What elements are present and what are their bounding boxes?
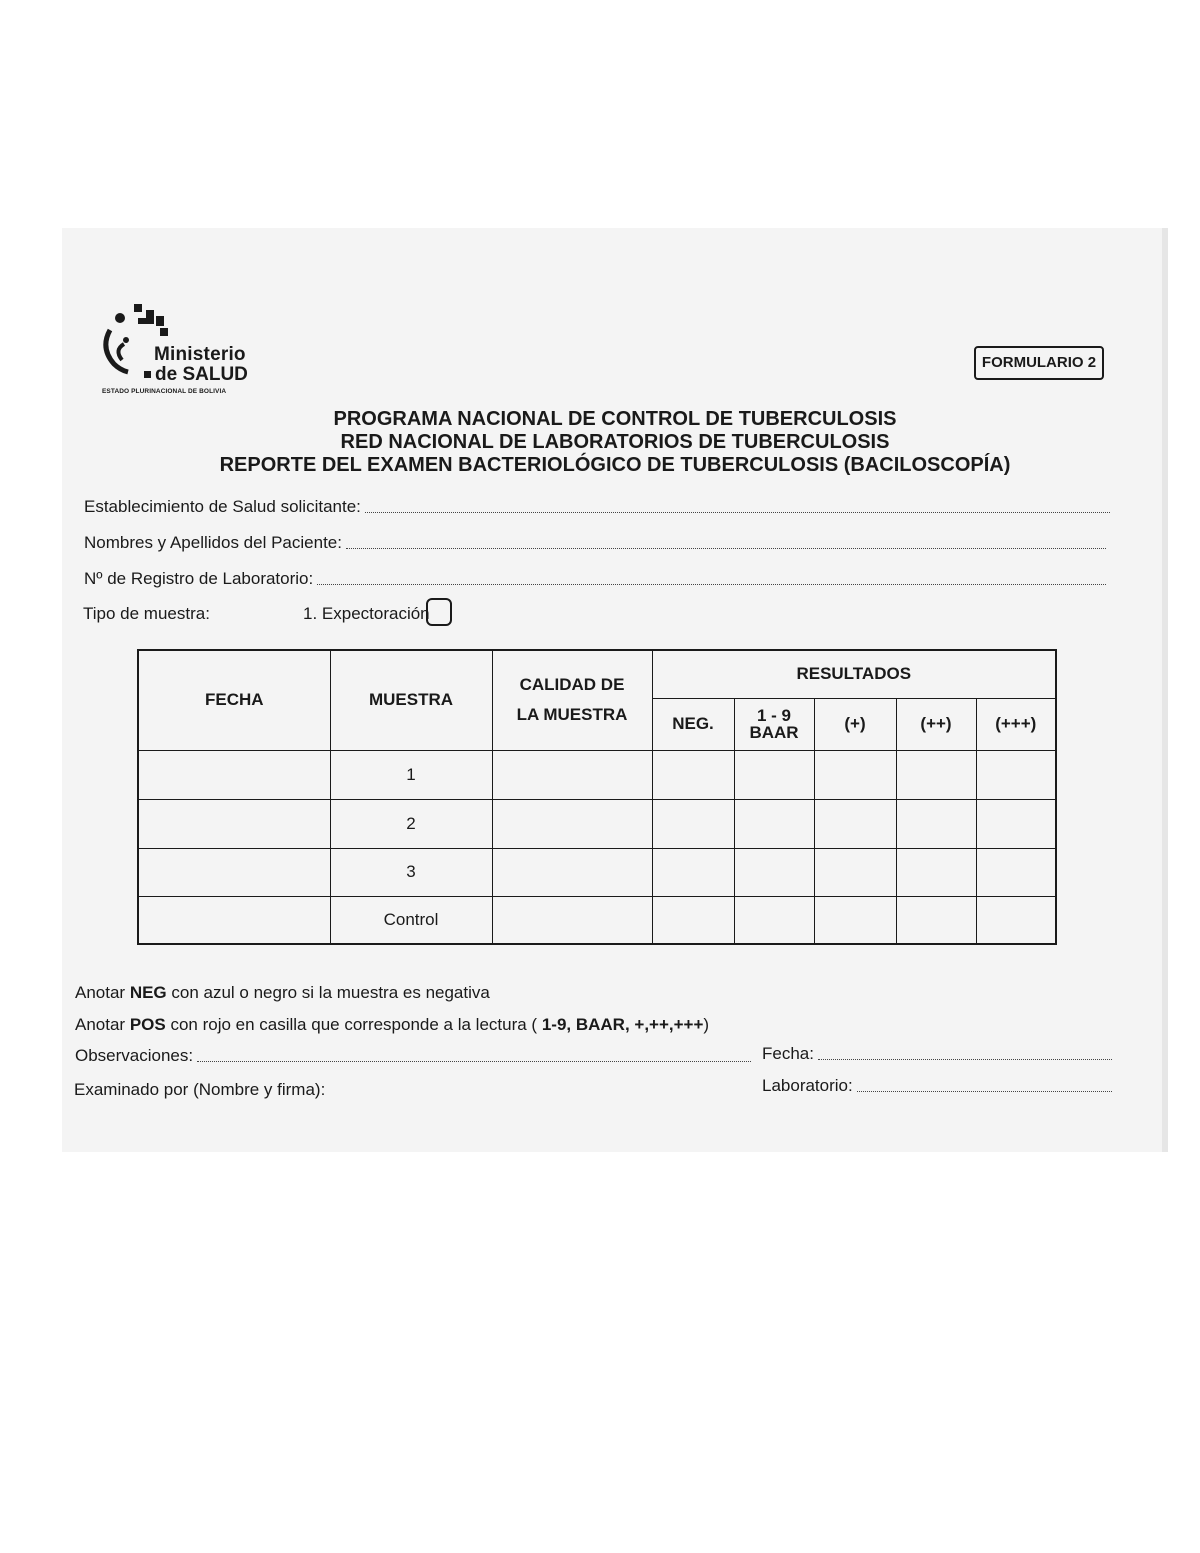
cell-plus3[interactable]	[976, 750, 1056, 799]
logo-text-ministerio: Ministerio	[154, 344, 246, 365]
cell-muestra: 3	[330, 848, 492, 896]
field-tipo-muestra-label: Tipo de muestra:	[83, 604, 210, 623]
note-neg-post: con azul o negro si la muestra es negativa	[166, 983, 490, 1002]
cell-baar[interactable]	[734, 896, 814, 944]
note-neg	[75, 983, 490, 1003]
note-pos-bold: POS	[129, 1015, 166, 1034]
header-calidad-line1: CALIDAD DE	[519, 675, 625, 695]
table-row	[138, 799, 1056, 848]
header-plus1: (+)	[814, 698, 896, 750]
header-neg: NEG.	[652, 698, 734, 750]
cell-fecha[interactable]	[138, 799, 330, 848]
field-examinado-label: Examinado por (Nombre y firma):	[74, 1080, 326, 1099]
field-registro-label: Nº de Registro de Laboratorio:	[84, 569, 314, 588]
field-registro[interactable]	[84, 569, 1106, 589]
title-programa: PROGRAMA NACIONAL DE CONTROL DE TUBERCULOSIS	[333, 408, 897, 430]
field-establecimiento-line[interactable]	[365, 511, 1110, 513]
field-fecha-label: Fecha:	[762, 1044, 814, 1063]
cell-plus2[interactable]	[896, 896, 976, 944]
cell-plus3[interactable]	[976, 896, 1056, 944]
cell-plus1[interactable]	[814, 848, 896, 896]
note-neg-bold: NEG	[129, 983, 167, 1002]
header-baar-line1: 1 - 9	[756, 706, 792, 725]
field-paciente[interactable]	[84, 533, 1106, 553]
field-tipo-muestra	[83, 604, 210, 624]
expectoracion-label: 1. Expectoración	[303, 604, 430, 623]
field-fecha[interactable]	[762, 1044, 1112, 1064]
header-plus2: (++)	[896, 698, 976, 750]
cell-fecha[interactable]	[138, 750, 330, 799]
field-establecimiento-label: Establecimiento de Salud solicitante:	[84, 497, 361, 516]
cell-plus3[interactable]	[976, 848, 1056, 896]
cell-fecha[interactable]	[138, 896, 330, 944]
header-plus3: (+++)	[976, 698, 1056, 750]
note-pos-mid: con rojo en casilla que corresponde a la lectura (	[165, 1015, 542, 1034]
header-muestra: MUESTRA	[330, 650, 492, 750]
cell-plus1[interactable]	[814, 750, 896, 799]
note-pos-values: 1-9, BAAR, +,++,+++	[541, 1015, 704, 1034]
cell-muestra: 2	[330, 799, 492, 848]
cell-muestra: 1	[330, 750, 492, 799]
note-pos-pre: Anotar	[75, 1015, 130, 1034]
cell-calidad[interactable]	[492, 848, 652, 896]
cell-plus2[interactable]	[896, 848, 976, 896]
logo-square-icon	[144, 371, 151, 378]
form-number-badge: FORMULARIO 2	[974, 346, 1104, 380]
cell-plus2[interactable]	[896, 750, 976, 799]
field-paciente-label: Nombres y Apellidos del Paciente:	[84, 533, 342, 552]
cell-plus3[interactable]	[976, 799, 1056, 848]
header-resultados: RESULTADOS	[652, 650, 1056, 698]
logo-text-salud	[144, 364, 248, 386]
field-observaciones-line[interactable]	[197, 1060, 751, 1062]
cell-baar[interactable]	[734, 848, 814, 896]
field-laboratorio-label: Laboratorio:	[762, 1076, 853, 1095]
cell-fecha[interactable]	[138, 848, 330, 896]
field-examinado[interactable]	[74, 1080, 325, 1100]
cell-plus1[interactable]	[814, 799, 896, 848]
cell-plus1[interactable]	[814, 896, 896, 944]
field-laboratorio[interactable]	[762, 1076, 1112, 1096]
cell-calidad[interactable]	[492, 799, 652, 848]
cell-neg[interactable]	[652, 896, 734, 944]
cell-plus2[interactable]	[896, 799, 976, 848]
field-observaciones-label: Observaciones:	[75, 1046, 194, 1065]
ministerio-logo	[98, 300, 248, 400]
note-pos	[75, 1015, 709, 1035]
cell-neg[interactable]	[652, 799, 734, 848]
header-baar-line2: BAAR	[749, 723, 799, 742]
header-calidad-line2: LA MUESTRA	[516, 705, 628, 725]
cell-neg[interactable]	[652, 750, 734, 799]
field-laboratorio-line[interactable]	[857, 1090, 1112, 1092]
table-row	[138, 896, 1056, 944]
cell-muestra: Control	[330, 896, 492, 944]
note-neg-pre: Anotar	[75, 983, 130, 1002]
cell-neg[interactable]	[652, 848, 734, 896]
cell-calidad[interactable]	[492, 750, 652, 799]
cell-calidad[interactable]	[492, 896, 652, 944]
paper-edge	[1162, 228, 1168, 1152]
header-baar	[734, 698, 814, 750]
table-row	[138, 750, 1056, 799]
expectoracion-checkbox[interactable]	[426, 598, 452, 626]
field-observaciones[interactable]	[75, 1046, 751, 1066]
field-fecha-line[interactable]	[818, 1058, 1112, 1060]
cell-baar[interactable]	[734, 799, 814, 848]
header-calidad	[492, 650, 652, 750]
cell-baar[interactable]	[734, 750, 814, 799]
header-fecha: FECHA	[138, 650, 330, 750]
logo-text-estado: ESTADO PLURINACIONAL DE BOLIVIA	[102, 388, 227, 395]
field-registro-line[interactable]	[317, 583, 1106, 585]
title-reporte: REPORTE DEL EXAMEN BACTERIOLÓGICO DE TUBERCULOSIS (BACILOSCOPÍA)	[219, 454, 1011, 476]
form-titles	[200, 408, 1030, 477]
table-row	[138, 848, 1056, 896]
field-paciente-line[interactable]	[346, 547, 1106, 549]
results-table	[137, 649, 1057, 945]
note-pos-end: )	[703, 1015, 710, 1034]
logo-salud-label: de SALUD	[155, 364, 248, 385]
title-red: RED NACIONAL DE LABORATORIOS DE TUBERCULOSIS	[340, 431, 890, 453]
field-establecimiento[interactable]	[84, 497, 1110, 517]
